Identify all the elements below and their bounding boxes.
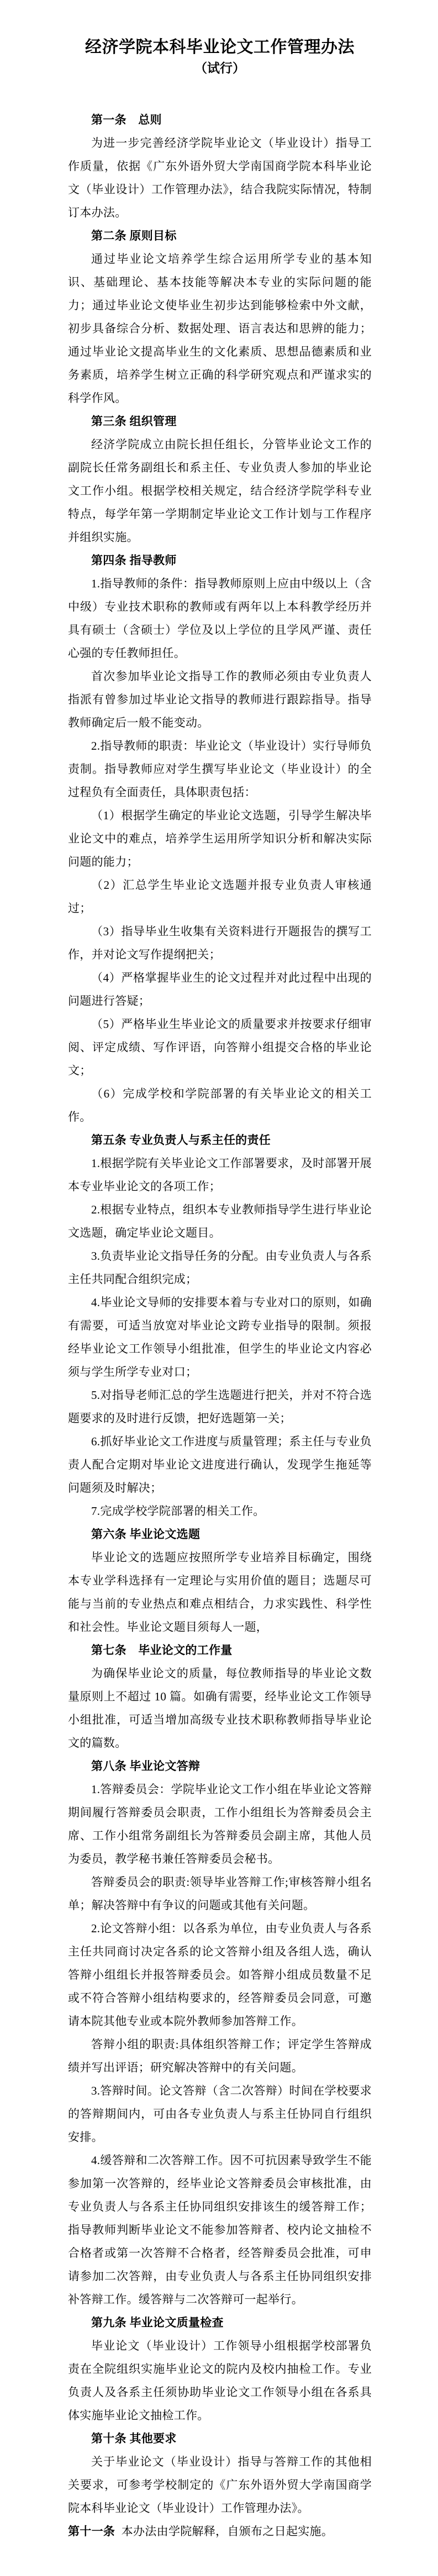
document-title: 经济学院本科毕业论文工作管理办法 [85,38,355,56]
paragraph: 1.根据学院有关毕业论文工作部署要求，及时部署开展本专业毕业论文的各项工作； [68,1157,372,1193]
article-inline [68,2520,372,2543]
paragraph: 答辩小组的职责:具体组织答辩工作；评定学生答辩成绩并写出评语；研究解决答辩中的有关问题。 [68,2038,372,2074]
paragraph: 为确保毕业论文的质量，每位教师指导的毕业论文数量原则上不超过 10 篇。如确有需要，经毕业论文工作领导小组批准，可适当增加高级专业技术职称教师指导毕业论文的篇数。 [68,1667,372,1750]
section-heading: 第二条 原则目标 [91,229,177,242]
paragraph: 为进一步完善经济学院毕业论文（毕业设计）指导工作质量，依据《广东外语外贸大学南国商学院本科毕业论文（毕业设计）工作管理办法》，结合我院实际情况，特制订本办法。 [68,136,372,219]
paragraph: 首次参加毕业论文指导工作的教师必须由专业负责人指派有曾参加过毕业论文指导的教师进行跟踪指导。指导教师确定后一般不能变动。 [68,670,372,729]
paragraph: （1）根据学生确定的毕业论文选题，引导学生解决毕业论文中的难点，培养学生运用所学知识分析和解决实际问题的能力； [68,809,372,868]
section-heading: 第六条 毕业论文选题 [91,1528,200,1541]
paragraph: 2.指导教师的职责：毕业论文（毕业设计）实行导师负责制。指导教师应对学生撰写毕业论文（毕业设计）的全过程负有全面责任，具体职责包括： [68,739,372,799]
section-heading: 第十条 其他要求 [91,2432,177,2445]
section-heading: 第九条 毕业论文质量检查 [91,2316,224,2329]
section-heading: 第十一条 [68,2525,115,2538]
section-heading: 第四条 指导教师 [91,554,177,567]
paragraph: 毕业论文（毕业设计）工作领导小组根据学校部署负责在全院组织实施毕业论文的院内及校内抽检工作。专业负责人及各系主任须协助毕业论文工作领导小组在各系具体实施毕业论文抽检工作。 [68,2339,372,2422]
paragraph: 3.答辩时间。论文答辩（含二次答辩）时间在学校要求的答辩期间内，可由各专业负责人与系主任协同自行组织安排。 [68,2084,372,2144]
paragraph: （6）完成学校和学院部署的有关毕业论文的相关工作。 [68,1087,372,1123]
paragraph: 7.完成学校学院部署的相关工作。 [91,1504,265,1518]
paragraph: 2.根据专业特点，组织本专业教师指导学生进行毕业论文选题，确定毕业论文题目。 [68,1203,372,1239]
paragraph: 通过毕业论文培养学生综合运用所学专业的基本知识、基础理论、基本技能等解决本专业的实际问题的能力；通过毕业论文使毕业生初步达到能够检索中外文献，初步具备综合分析、数据处理、语言表达和思辨的能力；通过毕业论文提高毕业生的文化素质、思想品德素质和业务素质，培养学生树立正确的科学研究观点和严谨求实的科学作风。 [68,252,372,405]
paragraph: 1.指导教师的条件：指导教师原则上应由中级以上（含中级）专业技术职称的教师或有两年以上本科教学经历并具有硕士（含硕士）学位及以上学位的且学风严谨、责任心强的专任教师担任。 [68,577,372,660]
section-heading: 第八条 毕业论文答辩 [91,1759,200,1773]
paragraph: （2）汇总学生毕业论文选题并报专业负责人审核通过； [68,878,372,915]
paragraph: 4.缓答辩和二次答辩工作。因不可抗因素导致学生不能参加第一次答辩的，经毕业论文答辩委员会审核批准，由专业负责人与各系主任协同组织安排该生的缓答辩工作；指导教师判断毕业论文不能参加答辩者、校内论文抽检不合格者或第一次答辩不合格者，经答辩委员会批准，可申请参加二次答辩，由专业负责人与各系主任协同组织安排补答辩工作。缓答辩与二次答辩可一起举行。 [68,2154,372,2306]
section-heading: 第七条 毕业论文的工作量 [91,1644,233,1657]
paragraph: 毕业论文的选题应按照所学专业培养目标确定，围绕本专业学科选择有一定理论与实用价值的题目；选题尽可能与当前的专业热点和难点相结合，力求实践性、科学性和社会性。毕业论文题目须每人一题， [68,1551,372,1634]
paragraph: （5）严格毕业生毕业论文的质量要求并按要求仔细审阅、评定成绩、写作评语，向答辩小组提交合格的毕业论文； [68,1017,372,1077]
section-heading: 第五条 专业负责人与系主任的责任 [91,1133,271,1147]
paragraph: 6.抓好毕业论文工作进度与质量管理；系主任与专业负责人配合定期对毕业论文进度进行确认，发现学生拖延等问题须及时解决； [68,1435,372,1494]
section-heading: 第三条 组织管理 [91,415,177,428]
paragraph: 经济学院成立由院长担任组长，分管毕业论文工作的副院长任常务副组长和系主任、专业负责人参加的毕业论文工作小组。根据学校相关规定，结合经济学院学科专业特点，每学年第一学期制定毕业论文工作计划与工作程序并组织实施。 [68,438,372,544]
paragraph: 1.答辩委员会：学院毕业论文工作小组在毕业论文答辩期间履行答辩委员会职责，工作小组组长为答辩委员会主席、工作小组常务副组长为答辩委员会副主席，其他人员为委员，教学秘书兼任答辩委员会秘书。 [68,1783,372,1865]
paragraph: 4.毕业论文导师的安排要本着与专业对口的原则，如确有需要，可适当放宽对毕业论文跨专业指导的限制。须报经毕业论文工作领导小组批准，但学生的毕业论文内容必须与学生所学专业对口； [68,1296,372,1379]
document-subtitle: （试行） [194,61,245,75]
paragraph: 3.负责毕业论文指导任务的分配。由专业负责人与各系主任共同配合组织完成； [68,1249,372,1286]
paragraph: 答辩委员会的职责:领导毕业答辩工作;审核答辩小组名单；解决答辩中有争议的问题或其他有关问题。 [68,1875,372,1912]
section-heading: 第一条 总则 [91,113,162,126]
paragraph-text: 本办法由学院解释，自颁布之日起实施。 [121,2525,334,2538]
paragraph: 5.对指导老师汇总的学生选题进行把关，并对不符合选题要求的及时进行反馈，把好选题第一关； [68,1388,372,1425]
paragraph: 2.论文答辩小组：以各系为单位，由专业负责人与各系主任共同商讨决定各系的论文答辩小组及各组人选，确认答辩小组组长并报答辩委员会。如答辩小组成员数量不足或不符合答辩小组结构要求的，经答辩委员会同意，可邀请本院其他专业或本院外教师参加答辩工作。 [68,1922,372,2028]
document-body [68,108,372,2543]
paragraph: 关于毕业论文（毕业设计）指导与答辩工作的其他相关要求，可参考学校制定的《广东外语外贸大学南国商学院本科毕业论文（毕业设计）工作管理办法》。 [68,2455,372,2515]
paragraph: （3）指导毕业生收集有关资料进行开题报告的撰写工作，并对论文写作提纲把关； [68,925,372,961]
paragraph: （4）严格掌握毕业生的论文过程并对此过程中出现的问题进行答疑； [68,971,372,1008]
